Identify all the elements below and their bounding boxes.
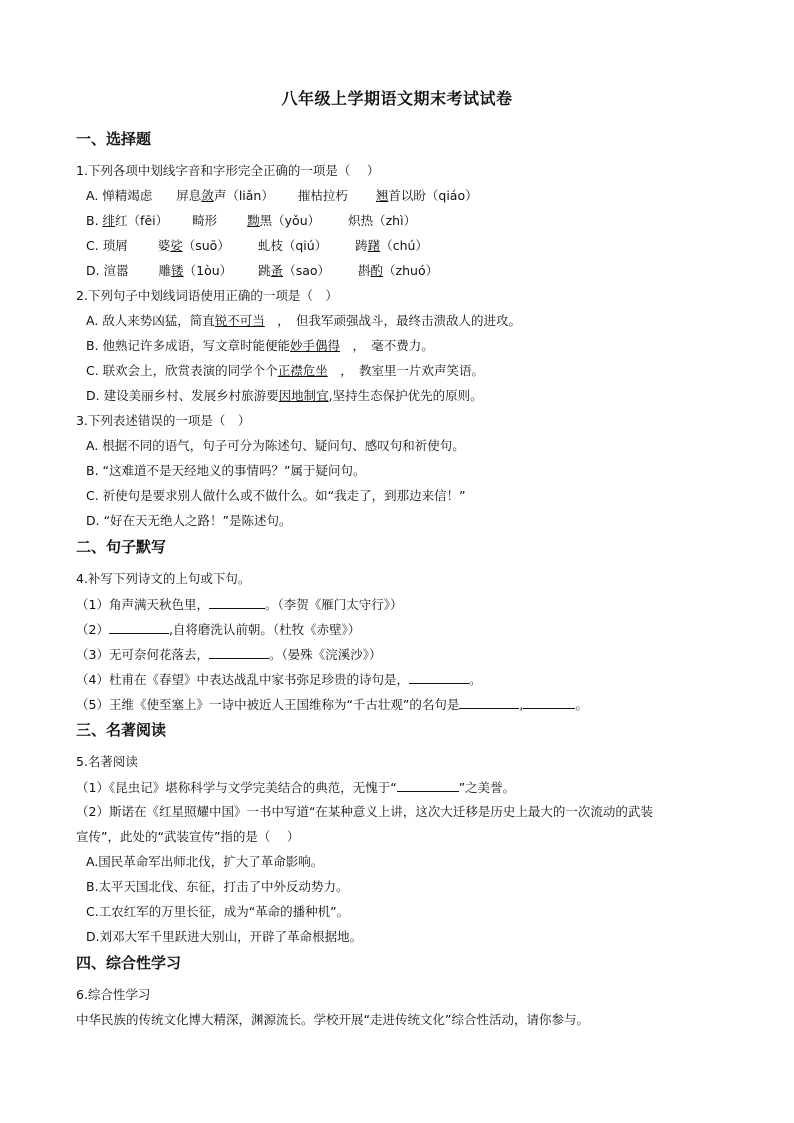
- section-heading-choice: 一、选择题: [76, 130, 152, 148]
- question-1-option-c: C. 琐屑 婆娑（suō） 虬枝（qiú） 踌躇（chú）: [86, 238, 428, 253]
- question-2-option-d: D. 建设美丽乡村、发展乡村旅游要因地制宜,坚持生态保护优先的原则。: [86, 388, 483, 403]
- question-5-option-a: A.国民革命军出师北伐，扩大了革命影响。: [86, 854, 324, 869]
- question-4-item-3: （3）无可奈何花落去， 。（晏殊《浣溪沙》）: [76, 647, 382, 662]
- question-3-option-b: B. “这难道不是天经地义的事情吗？”属于疑问句。: [86, 463, 366, 478]
- question-5-part-1: （1）《昆虫记》堪称科学与文学完美结合的典范，无愧于“ ”之美誉。: [76, 780, 516, 795]
- question-5-option-b: B.太平天国北伐、东征，打击了中外反动势力。: [86, 879, 349, 894]
- question-2-option-c: C. 联欢会上，欣赏表演的同学个个正襟危坐 ， 教室里一片欢声笑语。: [86, 363, 484, 378]
- answer-blank[interactable]: [523, 695, 575, 709]
- question-1-option-d: D. 渲嚣 雕镂（1òu） 跳蚤（sao） 斟酌（zhuó）: [86, 263, 439, 278]
- question-5-option-d: D.刘邓大军千里跃进大别山，开辟了革命根据地。: [86, 929, 363, 944]
- question-4-item-4: （4）杜甫在《春望》中表达战乱中家书弥足珍贵的诗句是， 。: [76, 672, 482, 687]
- answer-blank[interactable]: [109, 620, 169, 634]
- question-2-stem: 2.下列句子中划线词语使用正确的一项是（ ）: [76, 288, 338, 303]
- section-heading-classics: 三、名著阅读: [76, 721, 167, 739]
- answer-blank[interactable]: [397, 778, 459, 792]
- section-heading-dictation: 二、句子默写: [76, 538, 167, 556]
- question-2-option-b: B. 他熟记许多成语，写文章时能便能妙手偶得 ， 毫不费力。: [86, 338, 434, 353]
- question-2-option-a: A. 敌人来势凶猛，简直锐不可当 ， 但我军顽强战斗，最终击溃敌人的进攻。: [86, 313, 522, 328]
- answer-blank[interactable]: [409, 670, 469, 684]
- section-heading-comprehensive: 四、综合性学习: [76, 954, 182, 972]
- question-5-part-2-line-2: 宣传”，此处的“武装宣传”指的是（ ）: [76, 829, 300, 844]
- question-5-option-c: C.工农红军的万里长征，成为“革命的播种机”。: [86, 904, 350, 919]
- question-3-stem: 3.下列表述错误的一项是（ ）: [76, 413, 251, 428]
- answer-blank[interactable]: [209, 595, 265, 609]
- question-3-option-d: D. “好在天无绝人之路！”是陈述句。: [86, 513, 292, 528]
- question-4-item-5: （5）王维《使至塞上》一诗中被近人王国维称为“千古壮观”的名句是 , 。: [76, 697, 588, 712]
- answer-blank[interactable]: [459, 695, 519, 709]
- question-3-option-c: C. 祈使句是要求别人做什么或不做什么。如“我走了，到那边来信！”: [86, 488, 466, 503]
- question-1-option-a: A. 惮精竭虑 屏息敛声（liǎn） 摧枯拉朽 翘首以盼（qiáo）: [86, 188, 478, 203]
- question-4-item-2: （2） ,自将磨洗认前朝。（杜牧《赤壁》）: [76, 622, 361, 637]
- question-1-stem: 1.下列各项中划线字音和字形完全正确的一项是（ ）: [76, 163, 380, 178]
- question-4-stem: 4.补写下列诗文的上句或下句。: [76, 571, 251, 586]
- question-3-option-a: A. 根据不同的语气，句子可分为陈述句、疑问句、感叹句和祈使句。: [86, 438, 465, 453]
- question-6-stem: 6.综合性学习: [76, 987, 151, 1002]
- question-4-item-1: （1）角声满天秋色里， 。（李贺《雁门太守行》）: [76, 597, 403, 612]
- question-1-option-b: B. 绯红（fēi） 畸形 黝黑（yǒu） 炽热（zhì）: [86, 213, 417, 228]
- page-title: 八年级上学期语文期末考试试卷: [281, 89, 513, 108]
- answer-blank[interactable]: [209, 645, 269, 659]
- question-5-part-2-line-1: （2）斯诺在《红星照耀中国》一书中写道“在某种意义上讲，这次大迁移是历史上最大的一次流动的武装: [76, 804, 653, 819]
- question-5-stem: 5.名著阅读: [76, 754, 138, 769]
- question-6-intro: 中华民族的传统文化博大精深，渊源流长。学校开展“走进传统文化”综合性活动，请你参与。: [76, 1012, 589, 1027]
